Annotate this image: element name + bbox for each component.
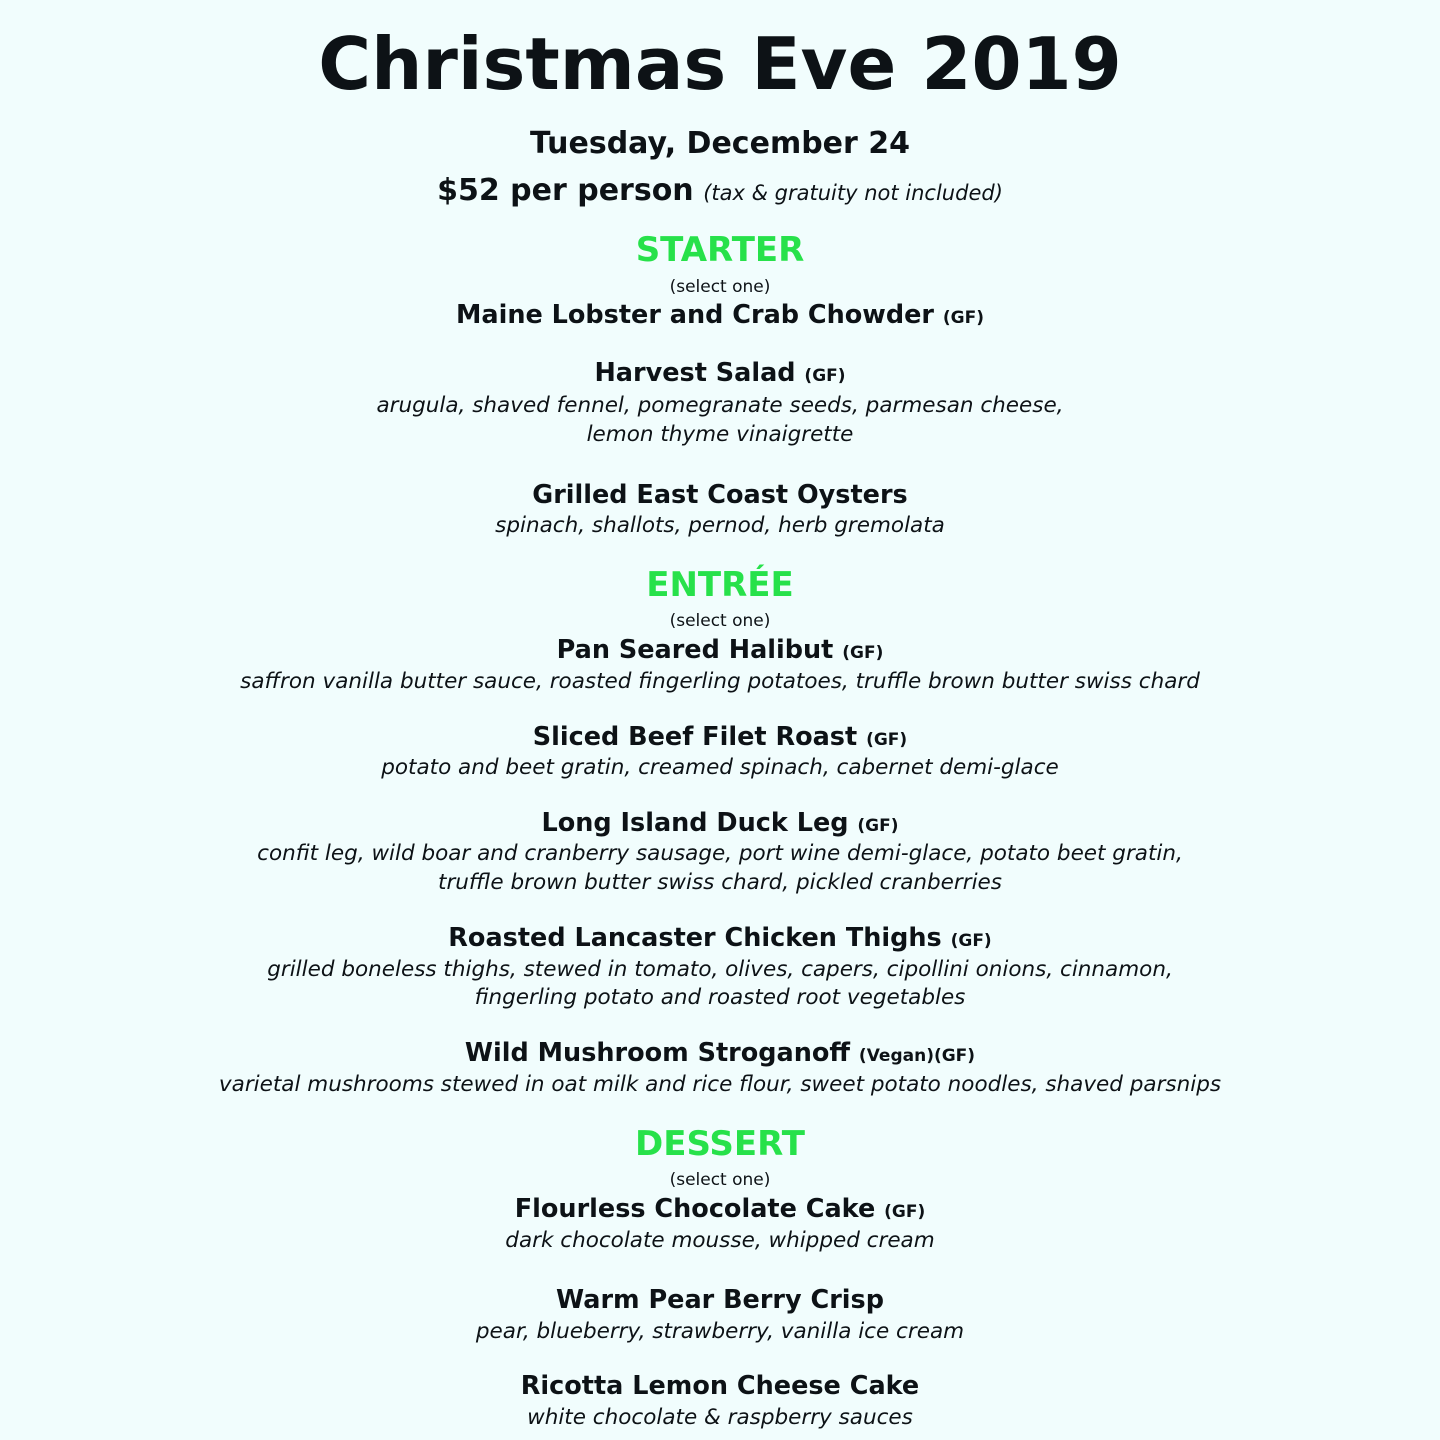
menu-item-name [0, 479, 1440, 511]
section-title-entree: ENTRÉE [646, 565, 794, 605]
item-name-text: Long Island Duck Leg [541, 808, 849, 838]
dietary-tag: (GF) [804, 366, 846, 386]
dietary-tag: (GF) [884, 1202, 926, 1222]
item-name-text: Warm Pear Berry Crisp [556, 1285, 884, 1315]
item-name-text: Harvest Salad [594, 358, 796, 388]
dietary-tag: (GF) [942, 308, 984, 328]
menu-item-description: lemon thyme vinaigrette [586, 422, 854, 447]
item-name-text: Wild Mushroom Stroganoff [464, 1038, 851, 1068]
dietary-tag: (GF) [866, 730, 908, 750]
menu-item-name [0, 1284, 1440, 1316]
dietary-tag: (Vegan)(GF) [858, 1046, 976, 1066]
select-note-dessert: (select one) [669, 1170, 771, 1190]
menu-item-description: grilled boneless thighs, stewed in tomato, olives, capers, cipollini onions, cinnamon, [267, 957, 1173, 982]
menu-item-description: white chocolate & raspberry sauces [527, 1405, 913, 1430]
menu-item-description: confit leg, wild boar and cranberry sausage, port wine demi-glace, potato beet gratin, [257, 841, 1183, 866]
menu-item-name [0, 634, 1440, 669]
item-name-text: Flourless Chocolate Cake [514, 1194, 876, 1224]
price-line [0, 172, 1440, 212]
dietary-tag: (GF) [950, 931, 992, 951]
menu-item-description: fingerling potato and roasted root vegetables [474, 985, 966, 1010]
page-title: Christmas Eve 2019 [318, 22, 1122, 106]
menu-item-name [0, 357, 1440, 392]
select-note-starter: (select one) [669, 277, 771, 297]
menu-item-description: saffron vanilla butter sauce, roasted fingerling potatoes, truffle brown butter swiss chard [240, 669, 1200, 694]
menu-item-description: dark chocolate mousse, whipped cream [505, 1228, 935, 1253]
menu-item-name [0, 1037, 1440, 1072]
menu-item-name [0, 1370, 1440, 1402]
menu-item-description: arugula, shaved fennel, pomegranate seeds, parmesan cheese, [376, 393, 1064, 418]
dietary-tag: (GF) [842, 643, 884, 663]
menu-item-description: potato and beet gratin, creamed spinach, cabernet demi-glace [381, 755, 1059, 780]
item-name-text: Sliced Beef Filet Roast [532, 722, 858, 752]
select-note-entree: (select one) [669, 611, 771, 631]
menu-item-name [0, 807, 1440, 842]
price: $52 per person [437, 173, 694, 208]
price-note: (tax & gratuity not included) [703, 181, 1003, 205]
section-title-dessert: DESSERT [635, 1124, 805, 1164]
menu-item-name [0, 922, 1440, 957]
event-date: Tuesday, December 24 [529, 126, 911, 161]
item-name-text: Pan Seared Halibut [556, 635, 834, 665]
menu-item-description: truffle brown butter swiss chard, pickled cranberries [438, 870, 1002, 895]
item-name-text: Ricotta Lemon Cheese Cake [520, 1371, 920, 1401]
menu-item-description: spinach, shallots, pernod, herb gremolata [495, 513, 945, 538]
section-title-starter: STARTER [635, 230, 805, 270]
menu-item-description: pear, blueberry, strawberry, vanilla ice cream [475, 1319, 965, 1344]
menu-item-name [0, 1193, 1440, 1228]
menu-item-name [0, 721, 1440, 756]
item-name-text: Maine Lobster and Crab Chowder [456, 300, 934, 330]
dietary-tag: (GF) [857, 816, 899, 836]
menu-item-name [0, 299, 1440, 334]
menu-item-description: varietal mushrooms stewed in oat milk and rice flour, sweet potato noodles, shaved parsnips [218, 1072, 1222, 1097]
item-name-text: Roasted Lancaster Chicken Thighs [448, 923, 942, 953]
item-name-text: Grilled East Coast Oysters [532, 480, 908, 510]
